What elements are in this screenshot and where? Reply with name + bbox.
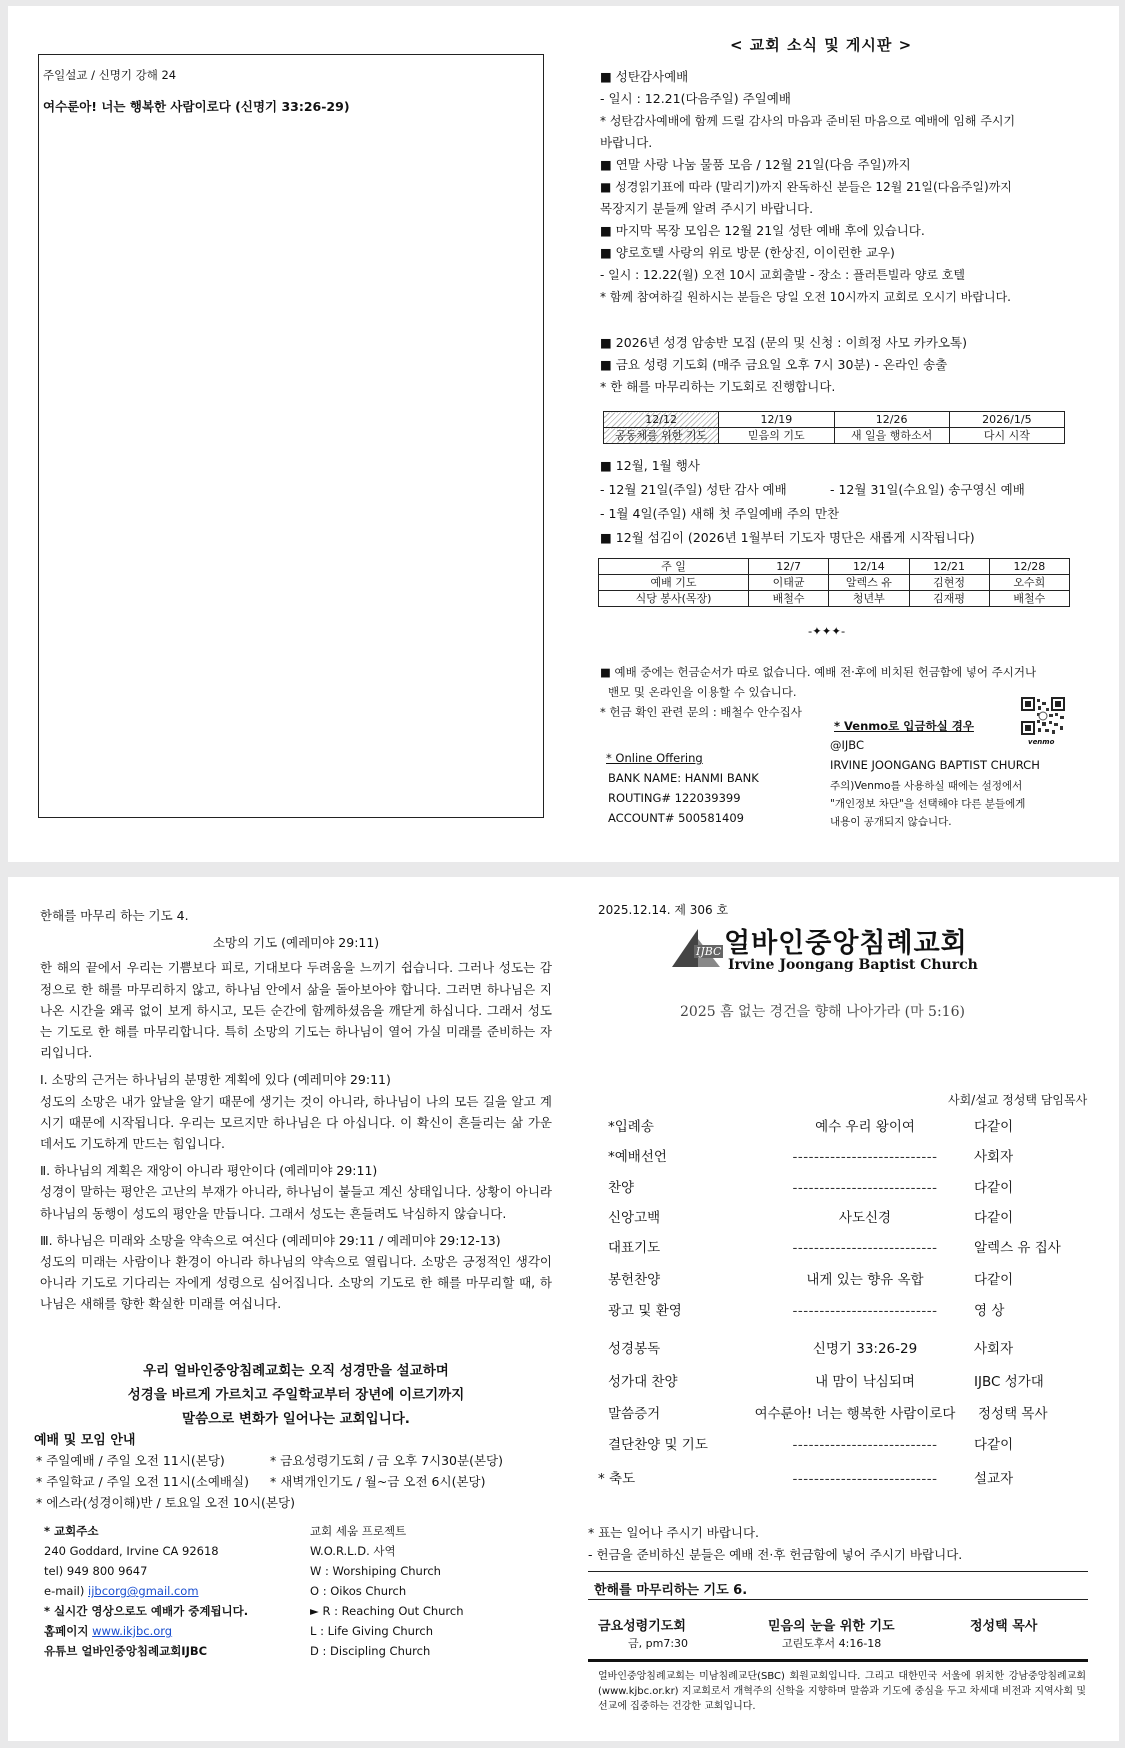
worship-item: * 새벽개인기도 / 월~금 오전 6시(본당) [270,1474,486,1489]
order-label: 봉헌찬양 [608,1272,661,1288]
announcements-2 [600,332,1090,398]
prayer-schedule-table [603,411,1065,444]
order-leader: IJBC 성가대 [974,1374,1044,1390]
live-note: * 실시간 영상으로도 예배가 중계됩니다. [44,1604,249,1618]
prayer-topic: 믿음의 기도 [719,428,834,444]
world-item: ► R : Reaching Out Church [310,1604,464,1618]
ann-line: * 성탄감사예배에 함께 드릴 감사의 마음과 준비된 마음으로 예배에 임해 주시기 [600,114,1016,128]
order-item: --------------------------- [792,1180,938,1196]
order-row [600,1404,1080,1424]
divider [588,1599,1088,1600]
worship-item: * 에스라(성경이해)반 / 토요일 오전 10시(본당) [36,1495,295,1510]
worship-item: * 주일예배 / 주일 오전 11시(본당) [36,1453,225,1468]
sermon-notes-box [38,54,544,818]
order-row [600,1208,1080,1228]
notes-line: - 헌금을 준비하신 분들은 예배 전·후 헌금함에 넣어 주시기 바랍니다. [588,1547,963,1562]
order-leader: 사회자 [974,1149,1014,1165]
prayer-section-head: Ⅰ. 소망의 근거는 하나님의 분명한 계획에 있다 (예레미야 29:11) [40,1072,391,1088]
service-cell: 김재평 [909,591,989,607]
homepage-label: 홈페이지 [44,1624,89,1638]
prayer-date: 12/12 [604,412,719,428]
order-row [600,1339,1080,1359]
divider-ornament: -✦✦✦- [808,624,846,638]
prayer-topic: 새 일을 행하소서 [834,428,949,444]
divider [588,1571,1088,1572]
ann-line: 바랍니다. [600,135,653,150]
order-leader: 사회자 [974,1341,1014,1357]
order-label: *입례송 [608,1119,654,1135]
bulletin-outer-page [8,877,1119,1741]
friday-pastor: 정성택 목사 [970,1619,1038,1634]
order-leader: 알렉스 유 집사 [974,1240,1061,1256]
order-label: * 축도 [598,1471,636,1487]
order-item: --------------------------- [792,1303,938,1319]
order-label: 광고 및 환영 [608,1303,682,1319]
ann-line: ■ 마지막 목장 모임은 12월 21일 성탄 예배 후에 있습니다. [600,223,925,238]
order-row [600,1238,1080,1258]
order-item: 예수 우리 왕이여 [815,1119,915,1135]
order-item: 여수룬아! 너는 행복한 사람이로다 [754,1406,956,1422]
ann-line: ■ 성탄감사예배 [600,69,689,84]
notes-line: * 표는 일어나 주시기 바랍니다. [588,1525,760,1540]
venmo-qr-label: venmo [1028,738,1055,746]
service-cell: 이태균 [749,575,829,591]
ann-line: ■ 금요 성령 기도회 (매주 금요일 오후 7시 30분) - 온라인 송출 [600,357,948,372]
world-item: D : Discipling Church [310,1644,431,1658]
address-title: * 교회주소 [44,1524,99,1538]
homepage-link[interactable]: www.ikjbc.org [92,1624,173,1638]
order-label: *예배선언 [608,1149,667,1165]
world-project [310,1521,464,1661]
order-leader: 설교자 [974,1471,1014,1487]
online-title: * Online Offering [606,751,703,765]
contact-block [44,1521,248,1661]
order-item: --------------------------- [792,1471,938,1487]
sermon-series: 주일설교 / 신명기 강해 24 [43,68,177,82]
order-leader: 다같이 [974,1119,1014,1135]
ann-line: ■ 양로호텔 사랑의 위로 방문 (한상진, 이이런한 교우) [600,245,895,260]
venmo-title: * Venmo로 입금하실 경우 [834,719,974,733]
mission-line: 성경을 바르게 가르치고 주일학교부터 장년에 이르기까지 [127,1387,465,1403]
prayer-section-body: 성경이 말하는 평안은 고난의 부재가 아니라, 하나님이 붙들고 계신 상태입니다. 상황이 아니라 하나님의 동행이 성도의 평안을 만듭니다. 그래서 성도는 흔들려도 낙심하지 않습니다. [40,1184,552,1221]
order-leader: 다같이 [974,1180,1014,1196]
order-label: 신앙고백 [608,1210,661,1226]
offering-contact: * 헌금 확인 관련 문의 : 배철수 안수집사 [600,705,802,719]
order-item: 신명기 33:26-29 [812,1341,918,1357]
order-item: 내게 있는 향유 옥합 [806,1272,924,1288]
order-label: 성가대 찬양 [608,1374,678,1390]
event-item: - 12월 21일(주일) 성탄 감사 예배 [600,482,787,497]
ann-line: - 일시 : 12.22(월) 오전 10시 교회출발 - 장소 : 플러튼빌라 양로 호텔 [600,268,965,282]
order-label: 결단찬양 및 기도 [608,1437,708,1453]
order-item: --------------------------- [792,1240,938,1256]
service-cell: 오수희 [989,575,1069,591]
order-label: 성경봉독 [608,1341,661,1357]
ann-line: - 일시 : 12.21(다음주일) 주일예배 [600,91,791,106]
order-label: 찬양 [608,1180,635,1196]
order-item: --------------------------- [792,1149,938,1165]
prayer-date: 2026/1/5 [949,412,1064,428]
footer-note: 얼바인중앙침례교회는 미남침례교단(SBC) 회원교회입니다. 그리고 대한민국 서울에 위치한 강남중앙침례교회(www.kjbc.or.kr) 지교회로서 개혁주의 신학을 지향하며 말씀과 기도에 중심을 두고 차세대 비전과 지역사회 및 선교에 집중하는 건강한 교회입니다. [598,1671,1086,1712]
prayer-label: 한해를 마무리 하는 기도 4. [40,908,189,923]
ann-line: ■ 성경읽기표에 따라 (말리기)까지 완독하신 분들은 12월 21일(다음주일)까지 [600,180,1012,194]
worship-item: * 주일학교 / 주일 오전 11시(소예배실) [36,1474,249,1489]
order-row [600,1178,1080,1198]
prayer-topic: 다시 시작 [949,428,1064,444]
prayer-intro: 한 해의 끝에서 우리는 기쁨보다 피로, 기대보다 두려움을 느끼기 쉽습니다. 그러나 성도는 감정으로 한 해를 마무리하지 않고, 하나님 안에서 삶을 돌아보아야 합니다. 그러면 하나님은 지나온 시간을 왜곡 없이 보게 하시고, 모든 순간에 함께하셨음을 깨닫게 하십니다. 그래서 성도는 기도로 한 해를 마무리합니다. 특히 소망의 기도는 하나님이 열어 가실 미래를 준비하는 자리입니다. [40,960,552,1061]
mission-statement [38,1359,554,1431]
world-sub: W.O.R.L.D. 사역 [310,1544,396,1558]
email-label: e-mail) [44,1584,85,1598]
venmo-note: 내용이 공개되지 않습니다. [830,816,952,828]
phone: tel) 949 800 9647 [44,1564,148,1578]
prayer-date: 12/26 [834,412,949,428]
order-row [600,1147,1080,1167]
friday-name: 금요성령기도회 [598,1619,686,1634]
account-number: ACCOUNT# 500581409 [608,811,744,825]
bulletin-heading: < 교회 소식 및 게시판 > [730,36,913,54]
world-item: O : Oikos Church [310,1584,407,1598]
ann-line: * 한 해를 마무리하는 기도회로 진행합니다. [600,379,836,394]
prayer-topic: 공동체를 위한 기도 [604,428,719,444]
event-item: - 12월 31일(수요일) 송구영신 예배 [830,482,1025,497]
address: 240 Goddard, Irvine CA 92618 [44,1544,219,1558]
order-leader: 다같이 [974,1272,1014,1288]
order-leader: 다같이 [974,1437,1014,1453]
order-label: 말씀증거 [608,1406,661,1422]
sermon-title: 여수룬아! 너는 행복한 사람이로다 (신명기 33:26-29) [43,99,350,114]
email-link[interactable]: ijbcorg@gmail.com [88,1584,199,1598]
order-row [600,1372,1080,1392]
annual-motto: 2025 흠 없는 경건을 향해 나아가라 (마 5:16) [680,1004,965,1020]
venmo-note: 주의)Venmo를 사용하실 때에는 설정에서 [830,780,1023,792]
prayer-section-head: Ⅱ. 하나님의 계획은 재앙이 아니라 평안이다 (예레미야 29:11) [40,1163,378,1179]
church-logo [668,925,728,971]
order-row [600,1117,1080,1137]
order-leader: 다같이 [974,1210,1014,1226]
service-cell: 예배 기도 [599,575,749,591]
venmo-qr-code [1020,696,1066,736]
ann-line: ■ 2026년 성경 암송반 모집 (문의 및 신청 : 이희정 사모 카카오톡) [600,335,967,350]
youtube-channel: 유튜브 얼바인중앙침례교회IJBC [44,1644,208,1658]
routing-number: ROUTING# 122039399 [608,791,741,805]
order-leader: 정성택 목사 [978,1406,1048,1422]
service-cell: 알렉스 유 [829,575,909,591]
prayer-date: 12/19 [719,412,834,428]
bulletin-inner-page [8,6,1119,862]
order-item: 내 맘이 낙심되며 [815,1374,915,1390]
issue-number: 2025.12.14. 제 306 호 [598,903,729,917]
events-title: ■ 12월, 1월 행사 [600,458,700,473]
event-item: - 1월 4일(주일) 새해 첫 주일예배 주의 만찬 [600,506,840,521]
service-cell: 김현정 [909,575,989,591]
church-name: 얼바인중앙침례교회 [724,928,968,959]
service-cell: 배철수 [749,591,829,607]
venmo-note: "개인정보 차단"을 선택해야 다른 분들에게 [830,798,1026,810]
friday-verse: 고린도후서 4:16-18 [782,1637,882,1650]
prayer-essay [40,905,552,1315]
venmo-handle: @IJBC [830,738,865,752]
ann-line: * 함께 참여하길 원하시는 분들은 당일 오전 10시까지 교회로 오시기 바랍니다. [600,290,1011,304]
prayer-title: 소망의 기도 (예레미야 29:11) [212,935,380,951]
order-leader: 영 상 [974,1303,1005,1319]
friday-topic: 믿음의 눈을 위한 기도 [768,1619,895,1634]
world-item: L : Life Giving Church [310,1624,434,1638]
worship-info-title: 예배 및 모임 안내 [34,1433,136,1448]
friday-heading: 한해를 마무리하는 기도 6. [594,1583,748,1598]
order-row [600,1435,1080,1455]
announcements [600,66,1090,308]
service-header: 12/28 [989,559,1069,575]
mission-line: 우리 얼바인중앙침례교회는 오직 성경만을 설교하며 [143,1363,449,1379]
order-label: 대표기도 [608,1240,661,1256]
world-item: W : Worshiping Church [310,1564,441,1578]
presider: 사회/설교 정성택 담임목사 [948,1093,1088,1107]
prayer-section-head: Ⅲ. 하나님은 미래와 소망을 약속으로 여신다 (예레미야 29:11 / 예레미야 29:12-13) [40,1232,501,1248]
order-row [600,1270,1080,1290]
bank-name: BANK NAME: HANMI BANK [608,771,759,785]
logo-text: IJBC [696,945,722,958]
service-header: 12/7 [749,559,829,575]
offering-note: ■ 예배 중에는 헌금순서가 따로 없습니다. 예배 전·후에 비치된 헌금함에 넣어 주시거나 [600,665,1037,679]
service-header: 주 일 [599,559,749,575]
offering-note: 밴모 및 온라인을 이용할 수 있습니다. [608,685,797,699]
friday-time: 금, pm7:30 [628,1637,689,1650]
church-name-en: Irvine Joongang Baptist Church [728,957,978,973]
service-header: 12/14 [829,559,909,575]
prayer-section-body: 성도의 소망은 내가 앞날을 알기 때문에 생기는 것이 아니라, 하나님이 나의 모든 길을 알고 계시기 때문에 시작됩니다. 우리는 모르지만 하나님은 다 아십니다. 이 확신이 흔들리는 삶 가운데서도 기도하게 만드는 힘입니다. [40,1093,552,1152]
ann-line: ■ 연말 사랑 나눔 물품 모음 / 12월 21일(다음 주일)까지 [600,157,911,172]
order-item: 사도신경 [838,1210,892,1226]
divider [588,1659,1088,1662]
prayer-section-body: 성도의 미래는 사람이나 환경이 아니라 하나님의 약속으로 열립니다. 소망은 긍정적인 생각이 아니라 기도로 기다리는 자에게 성령으로 심어집니다. 소망의 기도로 한 해를 마무리할 때, 하나님은 새해를 향한 확실한 미래를 여십니다. [40,1254,552,1312]
service-cell: 식당 봉사(목장) [599,591,749,607]
world-title: 교회 세움 프로젝트 [310,1524,407,1538]
worship-item: * 금요성령기도회 / 금 오후 7시30분(본당) [270,1453,503,1468]
order-row [600,1469,1080,1489]
order-item: --------------------------- [792,1437,938,1453]
venmo-name: IRVINE JOONGANG BAPTIST CHURCH [830,758,1040,772]
service-cell: 배철수 [989,591,1069,607]
service-table [598,558,1070,607]
service-cell: 청년부 [829,591,909,607]
order-row [600,1301,1080,1321]
service-header: 12/21 [909,559,989,575]
ann-line: 목장지기 분들께 알려 주시기 바랍니다. [600,201,814,216]
service-title: ■ 12월 섬김이 (2026년 1월부터 기도자 명단은 새롭게 시작됩니다) [600,530,975,545]
mission-line: 말씀으로 변화가 일어나는 교회입니다. [182,1411,410,1427]
